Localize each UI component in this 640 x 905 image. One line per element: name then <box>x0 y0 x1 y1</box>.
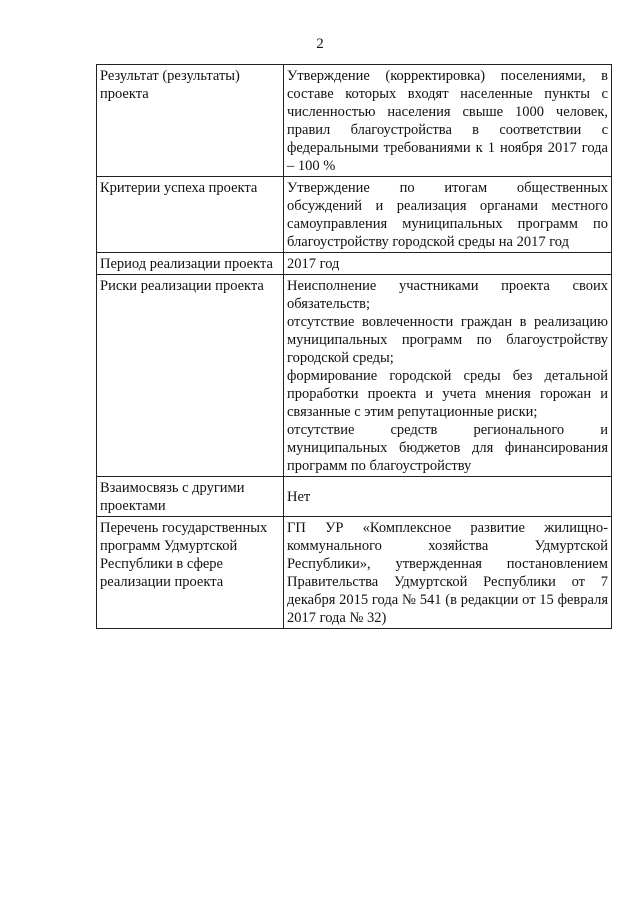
row-value-results <box>284 65 612 177</box>
risk-item: отсутствие вовлеченности граждан в реализацию муниципальных программ по благоустройству городской среды; <box>287 314 608 366</box>
row-label-success-criteria: Критерии успеха проекта <box>97 177 284 253</box>
row-label-risks: Риски реализации проекта <box>97 275 284 477</box>
row-label-results: Результат (результаты) проекта <box>97 65 284 177</box>
related-projects-text: Нет <box>287 489 311 505</box>
risk-item: Неисполнение участниками проекта своих обязательств; <box>287 278 608 312</box>
results-text: Утверждение (корректировка) поселениями, в составе которых входят населенные пункты с численностью населения свыше 1000 человек, правил благоустройства в соответствии с федеральными требованиями к 1 ноября 2017 года – 100 % <box>287 68 608 174</box>
row-label-state-programs: Перечень государственных программ Удмуртской Республики в сфере реализации проекта <box>97 517 284 629</box>
row-label-period: Период реализации проекта <box>97 253 284 275</box>
row-value-success-criteria <box>284 177 612 253</box>
table-row-success-criteria <box>97 177 612 253</box>
table-row-related-projects <box>97 477 612 517</box>
project-passport-table <box>96 64 612 629</box>
table-row-results <box>97 65 612 177</box>
success-criteria-text: Утверждение по итогам общественных обсуждений и реализация органами местного самоуправления муниципальных программ по благоустройству городской среды на 2017 год <box>287 180 608 250</box>
row-label-related-projects: Взаимосвязь с другими проектами <box>97 477 284 517</box>
row-value-state-programs <box>284 517 612 629</box>
risk-item: отсутствие средств регионального и муниципальных бюджетов для финансирования программ по благоустройству <box>287 422 608 474</box>
page-number: 2 <box>316 36 324 52</box>
table-row-period <box>97 253 612 275</box>
row-value-risks <box>284 275 612 477</box>
table-row-risks <box>97 275 612 477</box>
table-row-state-programs <box>97 517 612 629</box>
row-value-related-projects <box>284 477 612 517</box>
period-text: 2017 год <box>287 256 340 272</box>
risk-item: формирование городской среды без детальной проработки проекта и учета мнения горожан и связанные с этим репутационные риски; <box>287 368 608 420</box>
state-programs-text: ГП УР «Комплексное развитие жилищно-коммунального хозяйства Удмуртской Республики», утвержденная постановлением Правительства Удмуртской Республики от 7 декабря 2015 года № 541 (в редакции от 15 февраля 2017 года № 32) <box>287 520 608 626</box>
row-value-period <box>284 253 612 275</box>
